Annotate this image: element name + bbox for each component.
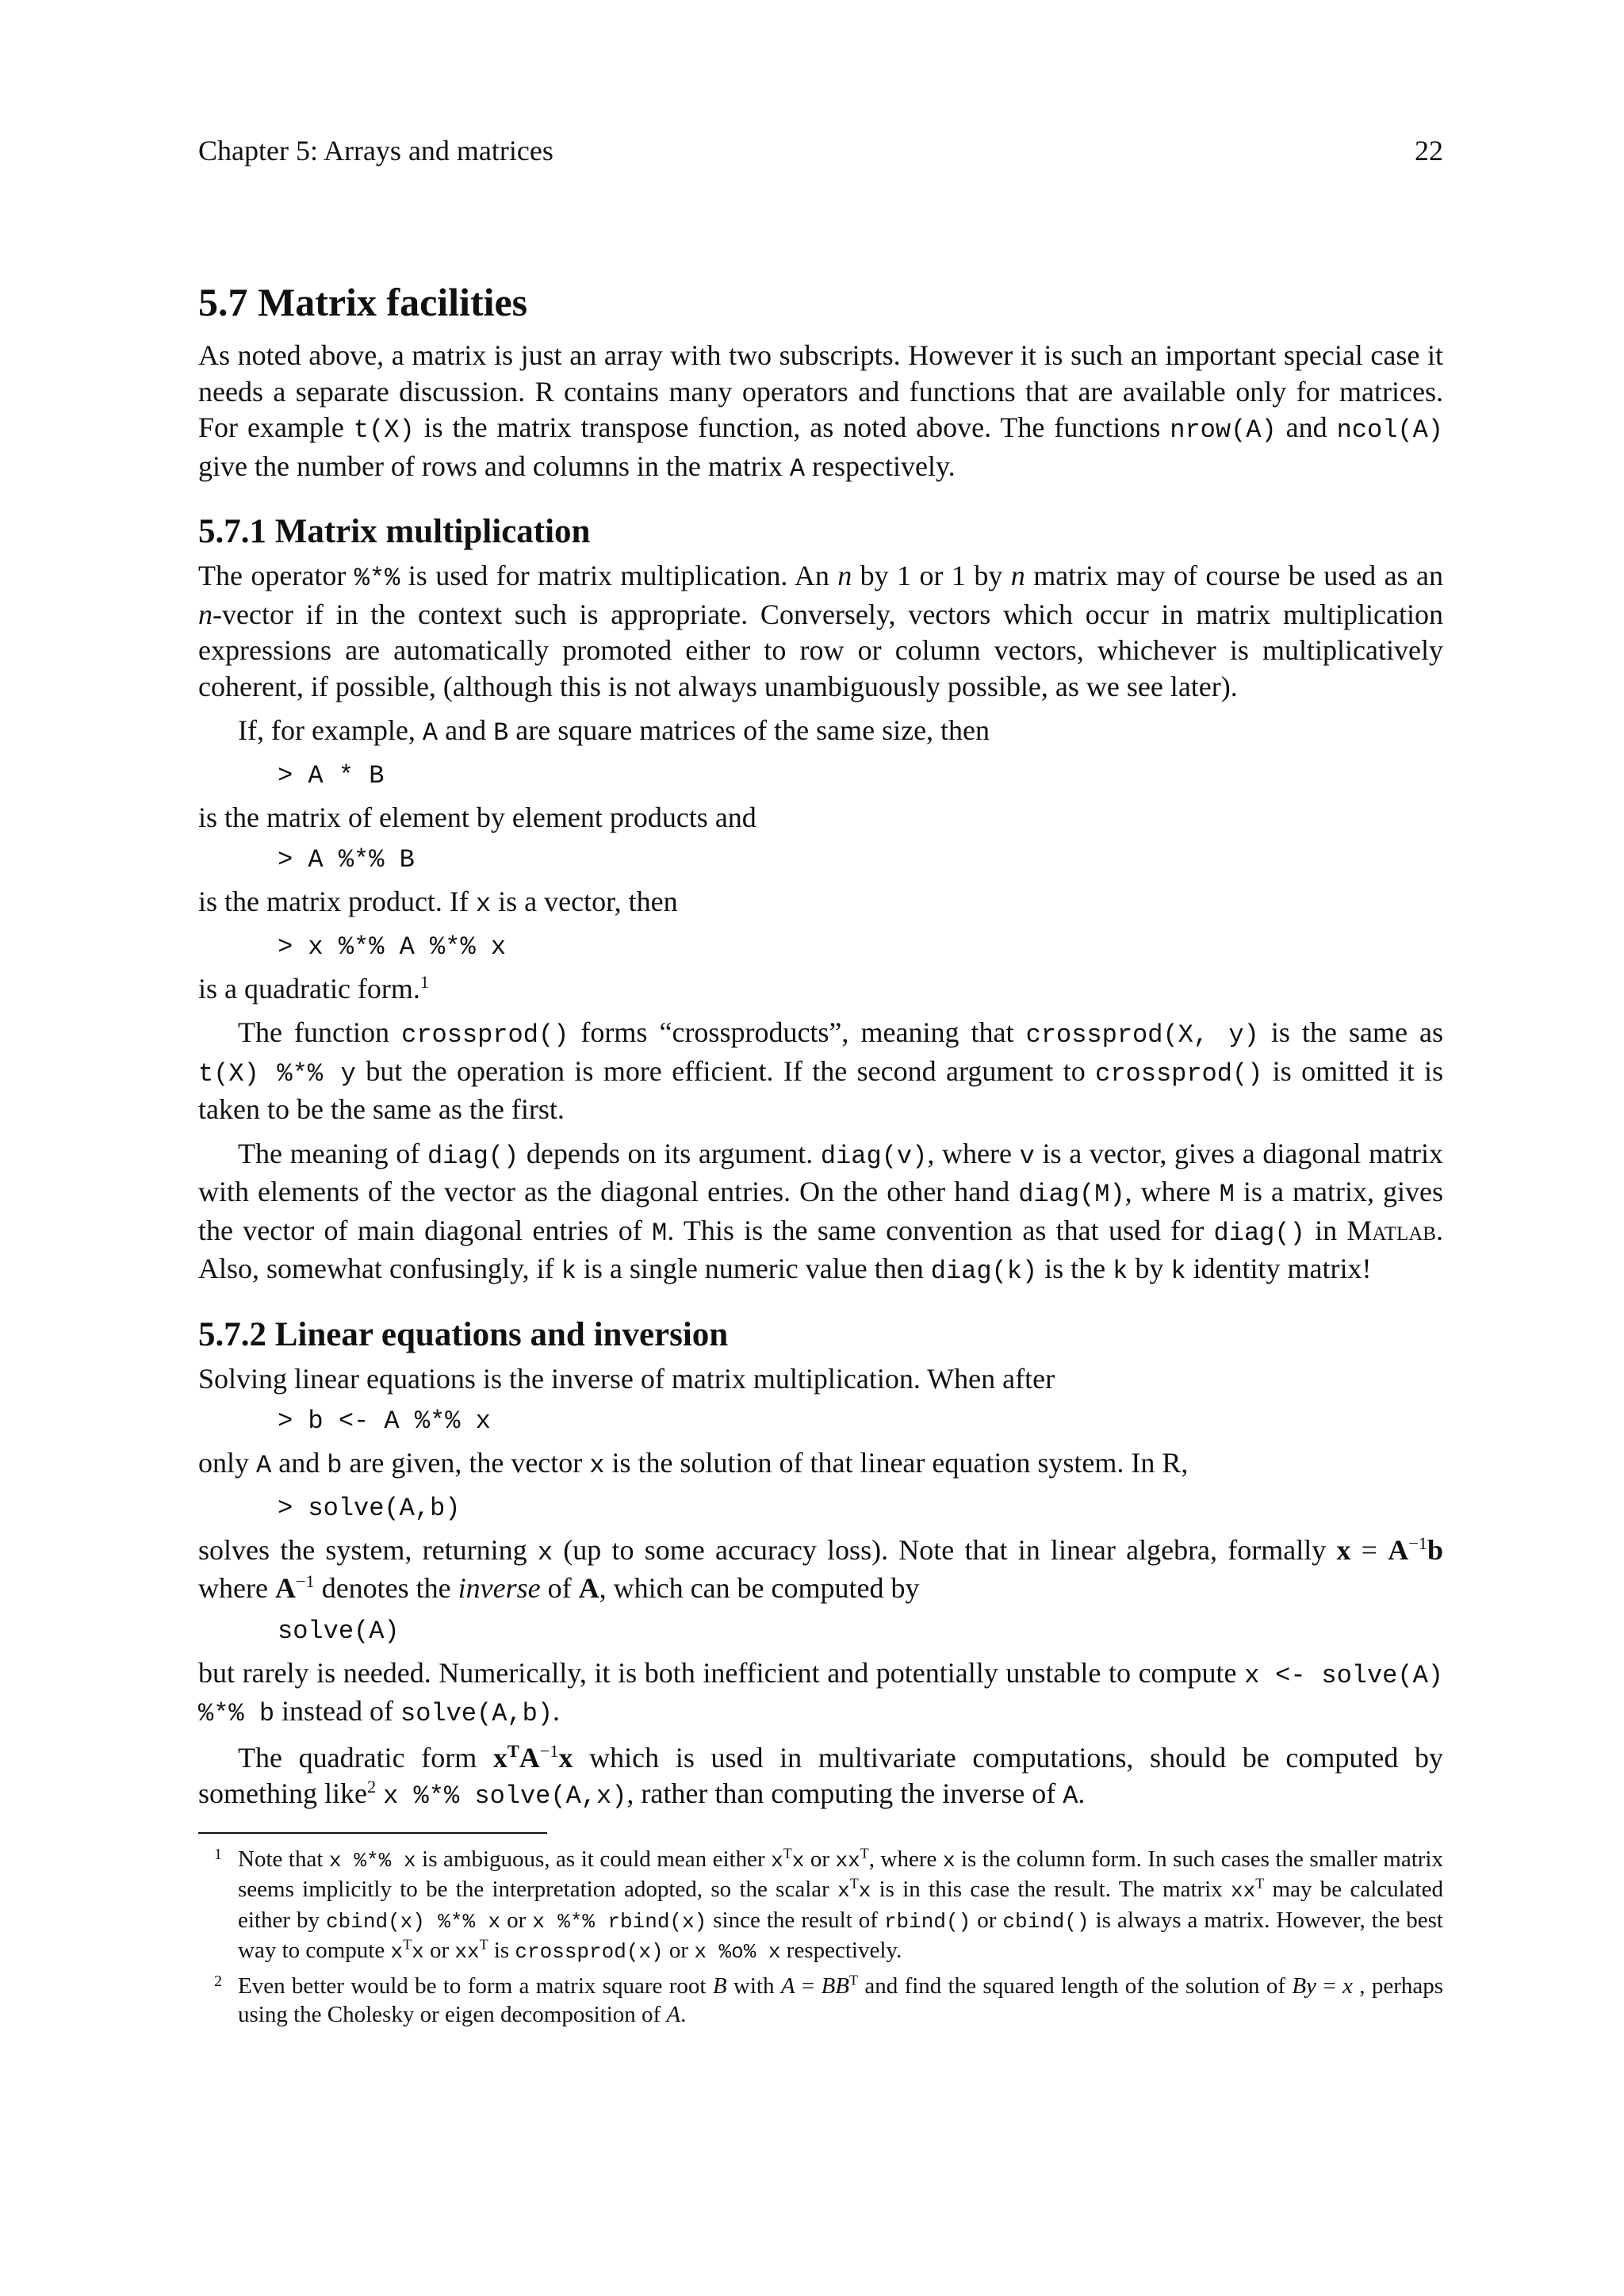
multiplication-paragraph: The operator %*% is used for matrix multiplication. An n by 1 or 1 by n matrix may of course be used as an n-vector if in the context such is appropriate. Conversely, vectors which occur in matrix multiplication expressions are automatically promoted either to row or column vectors, whichever is multiplicatively coherent, if possible, (although this is not always unambiguously possible, as we see later). bbox=[198, 560, 1443, 702]
footnote-divider bbox=[198, 1832, 547, 1834]
code-example: > x %*% A %*% x bbox=[278, 932, 507, 962]
page-number: 22 bbox=[1415, 135, 1443, 166]
document-page bbox=[198, 0, 1443, 2296]
code-example: > b <- A %*% x bbox=[278, 1406, 491, 1436]
code-example: > solve(A,b) bbox=[278, 1493, 461, 1523]
footnote-2: 2 Even better would be to form a matrix square root B with $A = BB^T$ and find the squared length of the solution of By = x , perhaps using the Cholesky or eigen decomposition of A. bbox=[198, 1972, 1443, 2030]
code-example: solve(A) bbox=[278, 1616, 400, 1646]
text-line: is the matrix product. If x is a vector, then bbox=[198, 886, 678, 919]
quadratic-form-paragraph: The quadratic form $x^TA^{-1}x$ which is used in multivariate computations, should be computed by something like$^2$ x %*% solve(A,x), rather than computing the inverse of A. bbox=[198, 1740, 1444, 1811]
footnote-ref: 2 bbox=[366, 1777, 377, 1797]
square-matrices-paragraph: If, for example, A and B are square matrices of the same size, then bbox=[238, 714, 990, 748]
code-example: > A * B bbox=[278, 760, 385, 790]
chapter-title: Chapter 5: Arrays and matrices bbox=[198, 135, 553, 166]
footnote-mark: 2 bbox=[214, 1972, 222, 1990]
text-line: is the matrix of element by element products and bbox=[198, 801, 756, 833]
text-line: is a quadratic form.$^1$ bbox=[198, 971, 430, 1004]
footnote-mark: 1 bbox=[214, 1845, 222, 1863]
text-line: but rarely is needed. Numerically, it is both inefficient and potentially unstable to compute x <- solve(A) %*% b instead of solve(A,b). bbox=[198, 1656, 1443, 1728]
section-heading: 5.7 Matrix facilities bbox=[198, 280, 528, 324]
main-content bbox=[198, 277, 1443, 2034]
footnote-1: 1 Note that x %*% x is ambiguous, as it could mean either $x^Tx$ or $xx^T$, where x is the column form. In such cases the smaller matrix seems implicitly to be the interpretation adopted, so the scalar $x^Tx$ is in this case the result. The matrix $xx^T$ may be calculated either by cbind(x) %*% x or x %*% rbind(x) since the result of rbind() or cbind() is always a matrix. However, the best way to compute $x^Tx$ or $xx^T$ is crossprod(x) or x %o% x respectively. bbox=[198, 1845, 1443, 1967]
footnote-ref: 1 bbox=[419, 971, 430, 992]
text-line: only A and b are given, the vector x is the solution of that linear equation system. In R, bbox=[198, 1447, 1189, 1480]
subsection-heading-linear-equations: 5.7.2 Linear equations and inversion bbox=[198, 1315, 729, 1353]
section-intro-paragraph: As noted above, a matrix is just an array with two subscripts. However it is such an important special case it needs a separate discussion. R contains many operators and functions that are available only for matrices. For example t(X) is the matrix transpose function, as noted above. The functions nrow(A) and ncol(A) give the number of rows and columns in the matrix A respectively. bbox=[198, 339, 1443, 484]
code-example: > A %*% B bbox=[278, 845, 415, 874]
diag-paragraph: The meaning of diag() depends on its argument. diag(v), where v is a vector, gives a diagonal matrix with elements of the vector as the diagonal entries. On the other hand diag(M), where M is a matrix, gives the vector of main diagonal entries of M. This is the same convention as that used for diag() in Matlab. Also, somewhat confusingly, if k is a single numeric value then diag(k) is the k by k identity matrix! bbox=[198, 1137, 1444, 1286]
text-line: Solving linear equations is the inverse of matrix multiplication. When after bbox=[198, 1362, 1055, 1395]
crossprod-paragraph: The function crossprod() forms “crossproducts”, meaning that crossprod(X, y) is the same as t(X) %*% y but the operation is more efficient. If the second argument to crossprod() is omitted it is taken to be the same as the first. bbox=[198, 1016, 1444, 1125]
solve-paragraph: solves the system, returning x (up to some accuracy loss). Note that in linear algebra, formally $x = A^{-1}b$ where $A^{-1}$ denotes the inverse of A, which can be computed by bbox=[198, 1533, 1443, 1604]
subsection-heading-multiplication: 5.7.1 Matrix multiplication bbox=[198, 513, 591, 550]
